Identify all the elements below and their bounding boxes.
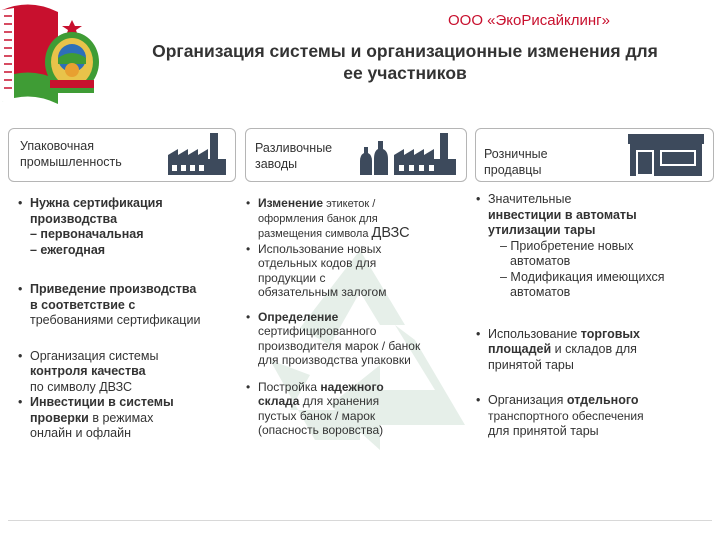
packaging-heading-line2: промышленность [20,155,122,169]
belarus-emblem-icon [40,18,104,96]
company-name: ООО «ЭкоРисайклинг» [448,12,610,29]
retail-heading-line2: продавцы [484,163,542,177]
list-item: • Инвестиции в системы проверки в режимах онлайн и офлайн [16,395,240,442]
bottling-heading-line1: Разливочные [255,141,333,155]
list-item: • Организация системы контроля качества по символу ДВЗС [16,349,240,396]
factory-icon [166,131,228,177]
list-item: • Изменение этикеток / оформления банок для размещения символа ДВЗС [244,196,470,242]
list-item: • Приведение производства в соответствие с требованиями сертификации [16,282,240,329]
bottling-heading-line2: заводы [255,157,298,171]
retail-list [474,192,714,440]
page-title-line2: ее участников [343,63,467,83]
list-item: • Постройка надежного склада для хранения пустых банок / марок (опасность воровства) [244,380,470,438]
page-title [100,40,710,84]
store-icon [626,132,706,178]
list-item: • Организация отдельного транспортного обеспечения для принятой тары [474,393,714,440]
footer-divider [8,520,712,521]
packaging-heading-line1: Упаковочная [20,139,94,153]
header-emblem [0,0,110,120]
list-item: • Использование торговых площадей и складов для принятой тары [474,327,714,374]
list-item: • Определение сертифицированного производителя марок / банок для производства упаковки [244,310,470,368]
bottling-list [244,196,470,438]
packaging-list [16,196,240,442]
retail-heading-line1: Розничные [484,147,548,161]
list-item: • Использование новых отдельных кодов для продукции с обязательным залогом [244,242,470,300]
bottling-plant-icon [356,131,460,177]
page-title-line1: Организация системы и организационные изменения для [152,41,658,61]
packaging-heading [20,138,122,170]
retail-heading [484,146,548,178]
bottling-heading [255,140,332,172]
list-item: • Значительные инвестиции в автоматы утилизации тары – Приобретение новых автоматов – Модификация имеющихся автоматов [474,192,714,301]
list-item: • Нужна сертификация производства – первоначальная – ежегодная [16,196,240,258]
